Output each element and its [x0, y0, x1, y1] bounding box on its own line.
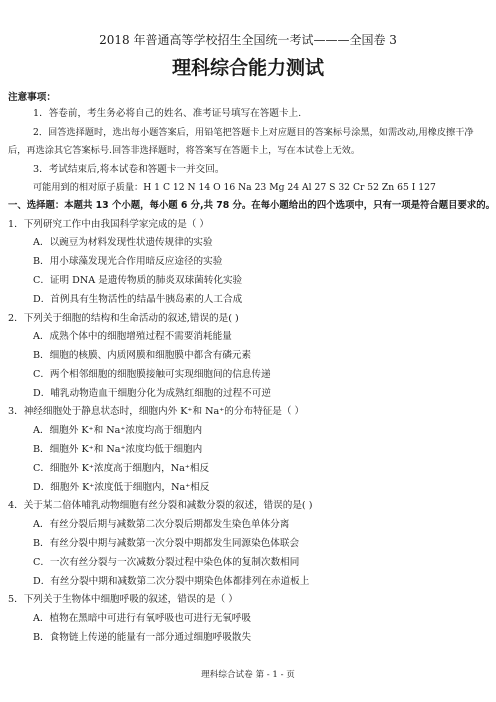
- question-option: D．有丝分裂中期和减数第二次分裂中期染色体都排列在赤道板上: [33, 576, 310, 587]
- question-option: C．细胞外 K⁺浓度高于细胞内，Na⁺相反: [33, 463, 210, 474]
- atomic-masses: 可能用到的相对原子质量：H 1 C 12 N 14 O 16 Na 23 Mg 24 Al 27 S 32 Cr 52 Zn 65 I 127: [33, 182, 436, 193]
- question-option: A．以豌豆为材料发现性状遗传规律的实验: [33, 237, 213, 248]
- question-option: A．成熟个体中的细胞增殖过程不需要消耗能量: [33, 331, 232, 342]
- question-stem: 2．下列关于细胞的结构和生命活动的叙述,错误的是( ): [8, 313, 239, 324]
- question-option: C．两个相邻细胞的细胞膜接触可实现细胞间的信息传递: [33, 369, 271, 380]
- notice-item-continued: 后，再选涂其它答案标号.回答非选择题时，将答案写在答题卡上，写在本试卷上无效。: [8, 145, 361, 156]
- notice-item: 2．回答选择题时，选出每小题答案后，用铅笔把答题卡上对应题目的答案标号涂黑，如需改动,用橡皮擦干净: [33, 127, 474, 138]
- question-option: B．有丝分裂中期与减数第一次分裂中期都发生同源染色体联会: [33, 538, 300, 549]
- question-option: A．植物在黑暗中可进行有氧呼吸也可进行无氧呼吸: [33, 613, 251, 624]
- section-heading: 一、选择题：本题共 13 个小题，每小题 6 分,共 78 分。在每小题给出的四个选项中，只有一项是符合题目要求的。: [8, 200, 496, 211]
- page-title: 理科综合能力测试: [171, 57, 324, 79]
- question-option: B．用小球藻发现光合作用暗反应途径的实验: [33, 256, 223, 267]
- question-stem: 3．神经细胞处于静息状态时，细胞内外 K⁺和 Na⁺的分布特征是（ ）: [8, 406, 305, 417]
- exam-title: 2018 年普通高等学校招生全国统一考试———全国卷 3: [99, 33, 397, 47]
- question-option: B．细胞外 K⁺和 Na⁺浓度均低于细胞内: [33, 444, 203, 455]
- question-stem: 4．关于某二倍体哺乳动物细胞有丝分裂和减数分裂的叙述，错误的是( ): [8, 500, 313, 511]
- question-option: A．细胞外 K⁺和 Na⁺浓度均高于细胞内: [33, 425, 203, 436]
- question-stem: 5．下列关于生物体中细胞呼吸的叙述，错误的是（ ）: [8, 594, 238, 605]
- notice-item: 3．考试结束后,将本试卷和答题卡一并交回。: [33, 164, 225, 175]
- notice-item: 1．答卷前，考生务必将自己的姓名、准考证号填写在答题卡上.: [33, 108, 302, 119]
- question-option: D．首例具有生物活性的结晶牛胰岛素的人工合成: [33, 294, 243, 305]
- question-option: B．细胞的核膜、内质网膜和细胞膜中都含有磷元素: [33, 350, 252, 361]
- question-option: B．食物链上传递的能量有一部分通过细胞呼吸散失: [33, 632, 252, 643]
- question-option: D．哺乳动物造血干细胞分化为成熟红细胞的过程不可逆: [33, 388, 271, 399]
- question-option: D．细胞外 K⁺浓度低于细胞内，Na⁺相反: [33, 482, 210, 493]
- page-footer: 理科综合试卷 第 - 1 - 页: [201, 670, 295, 680]
- notice-heading: 注意事项：: [8, 92, 56, 103]
- question-stem: 1．下列研究工作中由我国科学家完成的是（ ）: [8, 219, 210, 230]
- question-option: C．一次有丝分裂与一次减数分裂过程中染色体的复制次数相同: [33, 557, 300, 568]
- question-option: A．有丝分裂后期与减数第二次分裂后期都发生染色单体分离: [33, 519, 290, 530]
- question-option: C．证明 DNA 是遗传物质的肺炎双球菌转化实验: [33, 275, 243, 286]
